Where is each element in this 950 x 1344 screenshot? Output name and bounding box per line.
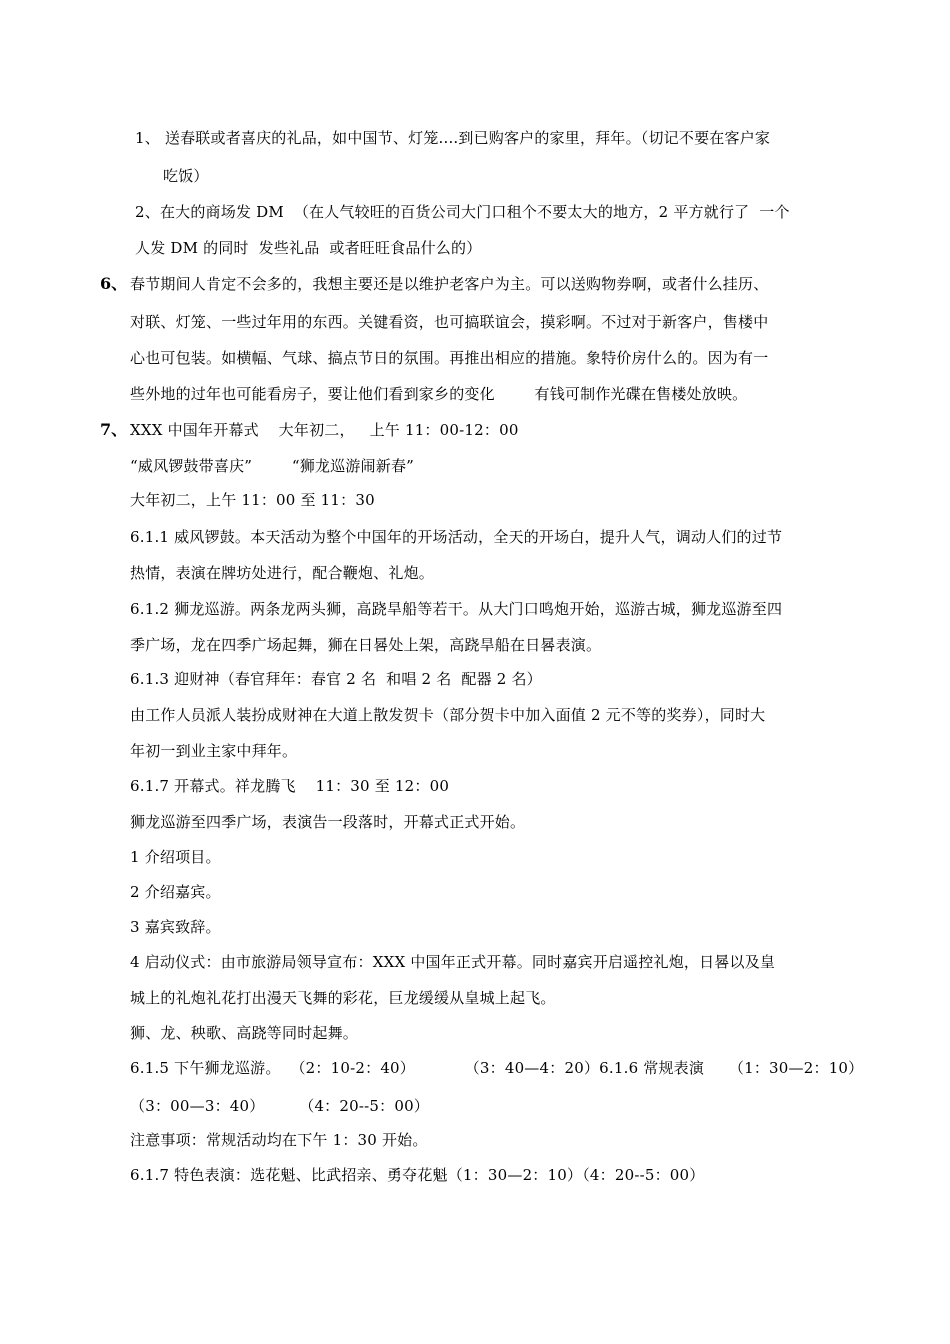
- section-7-line: 1 介绍项目。: [130, 848, 221, 866]
- section-7-number: 7、: [100, 420, 128, 439]
- section-7-line: 年初一到业主家中拜年。: [130, 742, 298, 760]
- section-7-line: 大年初二，上午 11：00 至 11：30: [130, 491, 375, 509]
- section-7-line: 狮、龙、秧歌、高跷等同时起舞。: [130, 1024, 359, 1042]
- section-7-line: 6.1.3 迎财神（春官拜年：春官 2 名 和唱 2 名 配器 2 名）: [130, 670, 542, 688]
- section-6-line: 对联、灯笼、一些过年用的东西。关键看资，也可搞联谊会，摸彩啊。不过对于新客户，售楼中: [130, 313, 769, 331]
- section-7-line: 3 嘉宾致辞。: [130, 918, 221, 936]
- section-6-number: 6、: [100, 274, 128, 293]
- section-7-line: 6.1.5 下午狮龙巡游。 （2：10-2：40） （3：40—4：20）6.1.6 常规表演 （1：30—2：10）: [130, 1059, 864, 1077]
- section-6-line: 春节期间人肯定不会多的，我想主要还是以维护老客户为主。可以送购物券啊，或者什么挂历、: [130, 275, 769, 293]
- section-7-line: 由工作人员派人装扮成财神在大道上散发贺卡（部分贺卡中加入面值 2 元不等的奖券），同时大: [130, 706, 766, 724]
- section-7-line: 2 介绍嘉宾。: [130, 883, 221, 901]
- section-7-line: 6.1.7 特色表演：选花魁、比武招亲、勇夺花魁（1：30—2：10）（4：20--5：00）: [130, 1166, 705, 1184]
- section-7-line: 6.1.1 威风锣鼓。本天活动为整个中国年的开场活动，全天的开场白，提升人气，调动人们的过节: [130, 528, 783, 546]
- list-item-2-line-2: 人发 DM 的同时 发些礼品 或者旺旺食品什么的）: [135, 239, 482, 257]
- section-7-heading: XXX 中国年开幕式 大年初二， 上午 11：00-12：00: [130, 421, 519, 439]
- section-7-line: 6.1.2 狮龙巡游。两条龙两头狮，高跷旱船等若干。从大门口鸣炮开始，巡游古城，狮龙巡游至四: [130, 600, 783, 618]
- section-7-line: “威风锣鼓带喜庆” “狮龙巡游闹新春”: [130, 457, 415, 475]
- section-7-line: 季广场，龙在四季广场起舞，狮在日晷处上架，高跷旱船在日晷表演。: [130, 636, 602, 654]
- list-item-2-line-1: 2、在大的商场发 DM （在人气较旺的百货公司大门口租个不要太大的地方，2 平方就行了 一个: [135, 203, 790, 221]
- section-7-line: 狮龙巡游至四季广场，表演告一段落时，开幕式正式开始。: [130, 813, 526, 831]
- section-6-line: 心也可包装。如横幅、气球、搞点节日的氛围。再推出相应的措施。象特价房什么的。因为有一: [130, 349, 769, 367]
- list-item-1-line-1: 1、 送春联或者喜庆的礼品，如中国节、灯笼....到已购客户的家里，拜年。（切记不要在客户家: [135, 129, 771, 147]
- section-7-line: （3：00—3：40） （4：20--5：00）: [130, 1097, 430, 1115]
- section-7-line: 注意事项：常规活动均在下午 1：30 开始。: [130, 1131, 428, 1149]
- section-7-line: 城上的礼炮礼花打出漫天飞舞的彩花，巨龙缓缓从皇城上起飞。: [130, 989, 556, 1007]
- section-7-line: 6.1.7 开幕式。祥龙腾飞 11：30 至 12：00: [130, 777, 450, 795]
- section-6-line: 些外地的过年也可能看房子，要让他们看到家乡的变化 有钱可制作光碟在售楼处放映。: [130, 385, 748, 403]
- section-7-line: 4 启动仪式：由市旅游局领导宣布：XXX 中国年正式开幕。同时嘉宾开启遥控礼炮，日晷以及皇: [130, 953, 776, 971]
- list-item-1-line-2: 吃饭）: [163, 167, 209, 185]
- section-7-line: 热情，表演在牌坊处进行，配合鞭炮、礼炮。: [130, 564, 435, 582]
